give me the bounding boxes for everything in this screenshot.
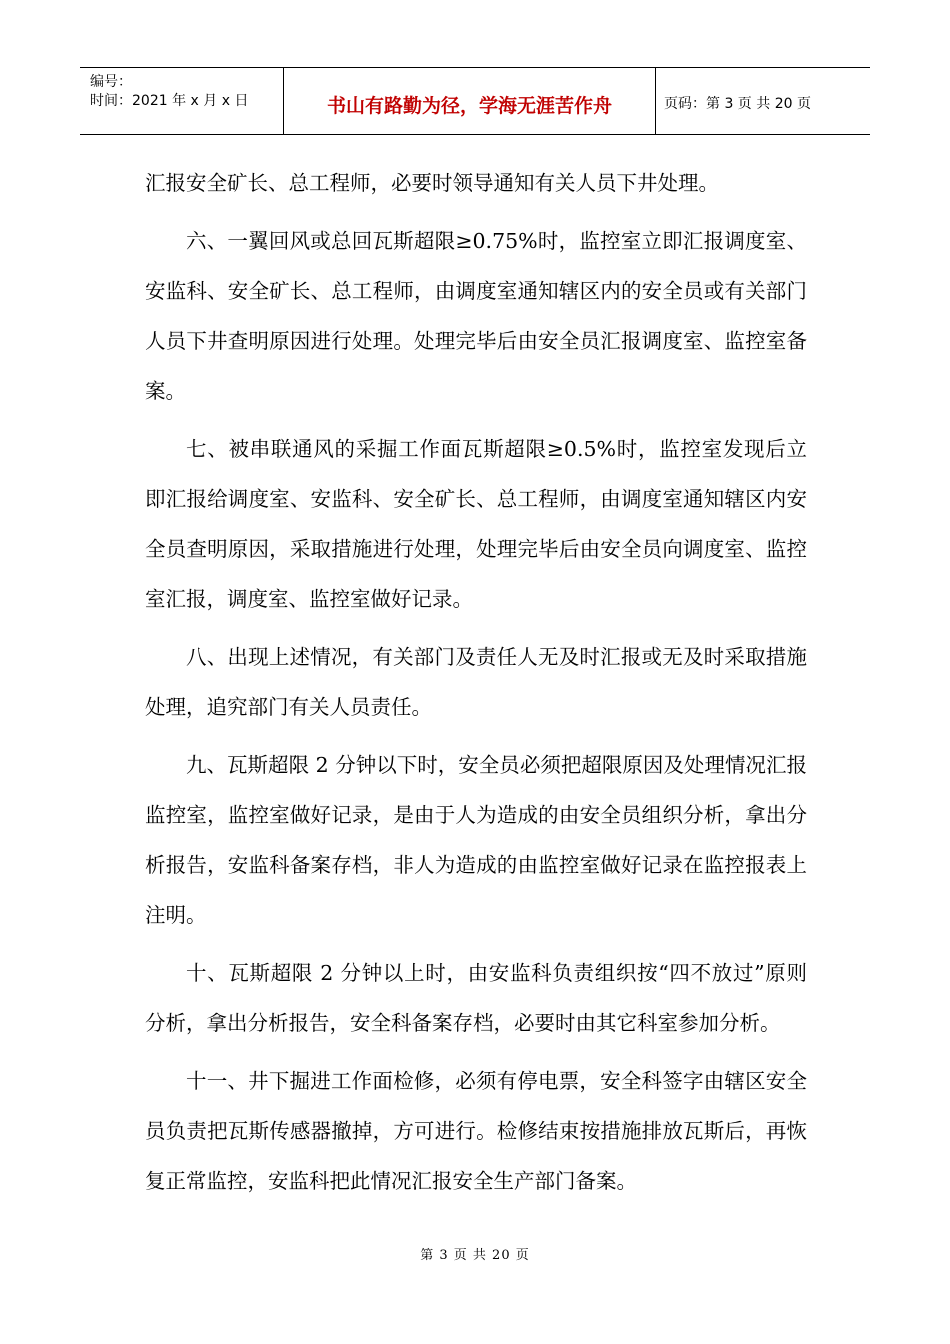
header-page-info-cell <box>656 68 870 134</box>
document-body <box>145 158 807 1214</box>
paragraph-item-7: 七、被串联通风的采掘工作面瓦斯超限≥0.5%时，监控室发现后立即汇报给调度室、安监科、安全矿长、总工程师，由调度室通知辖区内安全员查明原因，采取措施进行处理，处理完毕后由安全员向调度室、监控室汇报，调度室、监控室做好记录。 <box>145 437 807 611</box>
doc-number-label: 编号： <box>90 74 132 90</box>
paragraph-item-8: 八、出现上述情况，有关部门及责任人无及时汇报或无及时采取措施处理，追究部门有关人员责任。 <box>145 645 807 719</box>
paragraph-continuation: 汇报安全矿长、总工程师，必要时领导通知有关人员下井处理。 <box>145 171 719 195</box>
time-label: 时间：2021 年 x 月 x 日 <box>90 93 249 109</box>
page-header <box>80 67 870 135</box>
header-motto-cell <box>283 68 656 134</box>
header-motto: 书山有路勤为径，学海无涯苦作舟 <box>326 94 612 117</box>
page-footer: 第 3 页 共 20 页 <box>420 1248 530 1263</box>
paragraph-item-6: 六、一翼回风或总回瓦斯超限≥0.75%时，监控室立即汇报调度室、安监科、安全矿长、总工程师，由调度室通知辖区内的安全员或有关部门人员下井查明原因进行处理。处理完毕后由安全员汇报调度室、监控室备案。 <box>145 229 807 403</box>
header-page-info: 页码：第 3 页 共 20 页 <box>664 96 811 112</box>
paragraph-item-11: 十一、井下掘进工作面检修，必须有停电票，安全科签字由辖区安全员负责把瓦斯传感器撤掉，方可进行。检修结束按措施排放瓦斯后，再恢复正常监控，安监科把此情况汇报安全生产部门备案。 <box>145 1069 807 1193</box>
paragraph-item-10: 十、瓦斯超限 2 分钟以上时，由安监科负责组织按“四不放过”原则分析，拿出分析报告，安全科备案存档，必要时由其它科室参加分析。 <box>145 961 807 1035</box>
paragraph-item-9: 九、瓦斯超限 2 分钟以下时，安全员必须把超限原因及处理情况汇报监控室，监控室做好记录，是由于人为造成的由安全员组织分析，拿出分析报告，安监科备案存档，非人为造成的由监控室做好记录在监控报表上注明。 <box>145 753 807 927</box>
header-meta <box>80 68 283 134</box>
